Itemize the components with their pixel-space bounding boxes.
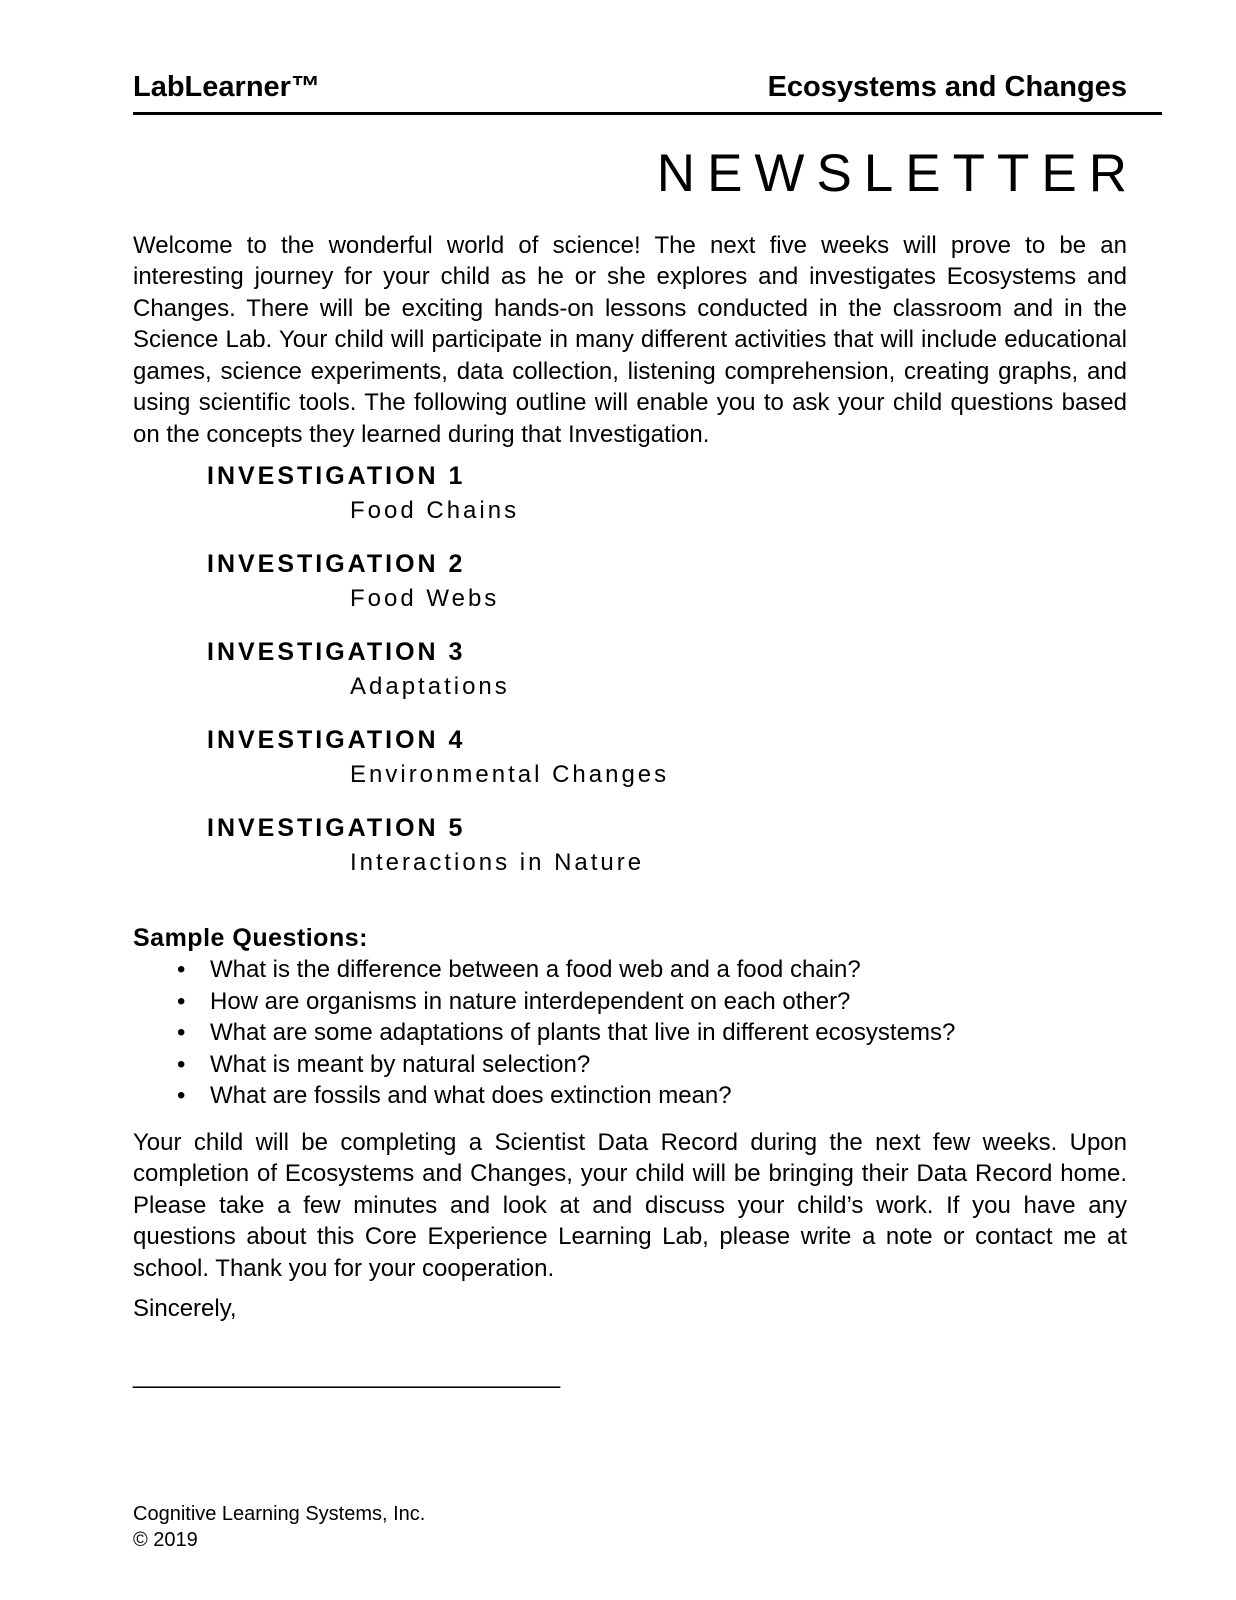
investigation-item [207, 461, 1127, 526]
investigation-topic: Adaptations [350, 673, 510, 701]
list-item [133, 986, 1127, 1018]
footer-copyright: © 2019 [133, 1529, 198, 1552]
signature-line: ________________________________ [133, 1361, 561, 1389]
bullet-icon: • [177, 956, 186, 984]
investigation-heading: INVESTIGATION 5 [207, 814, 466, 843]
closing-paragraph: Your child will be completing a Scientist Data Record during the next few weeks. Upon completion of Ecosystems and Changes, your child will be bringing their Data Record home. Please take a few minutes and look at and discuss your child’s work. If you have any questions about this Core Experience Learning Lab, please write a note or contact me at school. Thank you for your cooperation. [133, 1128, 1127, 1282]
investigation-heading: INVESTIGATION 3 [207, 638, 466, 667]
question-text: How are organisms in nature interdependent on each other? [210, 987, 851, 1015]
list-item [133, 1080, 1127, 1112]
brand-title: LabLearner™ [133, 71, 320, 103]
sample-questions-section [133, 923, 1127, 1112]
list-item [133, 1017, 1127, 1049]
investigation-item [207, 813, 1127, 878]
sample-questions-heading: Sample Questions: [133, 924, 368, 953]
bullet-icon: • [177, 1050, 186, 1078]
page-title: NEWSLETTER [656, 143, 1139, 203]
investigation-topic: Food Webs [350, 585, 500, 613]
subject-title: Ecosystems and Changes [767, 71, 1127, 103]
signoff-text: Sincerely, [133, 1295, 237, 1323]
question-text: What are fossils and what does extinction mean? [210, 1082, 732, 1110]
list-item [133, 1049, 1127, 1081]
investigations-outline [207, 461, 1127, 878]
investigation-item [207, 725, 1127, 790]
question-text: What are some adaptations of plants that live in different ecosystems? [210, 1019, 956, 1047]
investigation-heading: INVESTIGATION 1 [207, 462, 466, 491]
bullet-icon: • [177, 1082, 186, 1110]
investigation-topic: Interactions in Nature [350, 849, 645, 877]
investigation-heading: INVESTIGATION 2 [207, 550, 466, 579]
footer-company: Cognitive Learning Systems, Inc. [133, 1503, 426, 1526]
document-header [133, 72, 1162, 115]
document-footer [133, 1501, 1127, 1553]
investigation-heading: INVESTIGATION 4 [207, 726, 466, 755]
list-item [133, 954, 1127, 986]
investigation-topic: Environmental Changes [350, 761, 670, 789]
bullet-icon: • [177, 1019, 186, 1047]
investigation-item [207, 637, 1127, 702]
sample-questions-list [133, 954, 1127, 1112]
question-text: What is meant by natural selection? [210, 1050, 591, 1078]
intro-paragraph: Welcome to the wonderful world of science! The next five weeks will prove to be an interesting journey for your child as he or she explores and investigates Ecosystems and Changes. There will be exciting hands-on lessons conducted in the classroom and in the Science Lab. Your child will participate in many different activities that will include educational games, science experiments, data collection, listening comprehension, creating graphs, and using scientific tools. The following outline will enable you to ask your child questions based on the concepts they learned during that Investigation. [133, 231, 1127, 448]
investigation-topic: Food Chains [350, 497, 520, 525]
bullet-icon: • [177, 987, 186, 1015]
question-text: What is the difference between a food web and a food chain? [210, 956, 861, 984]
investigation-item [207, 549, 1127, 614]
